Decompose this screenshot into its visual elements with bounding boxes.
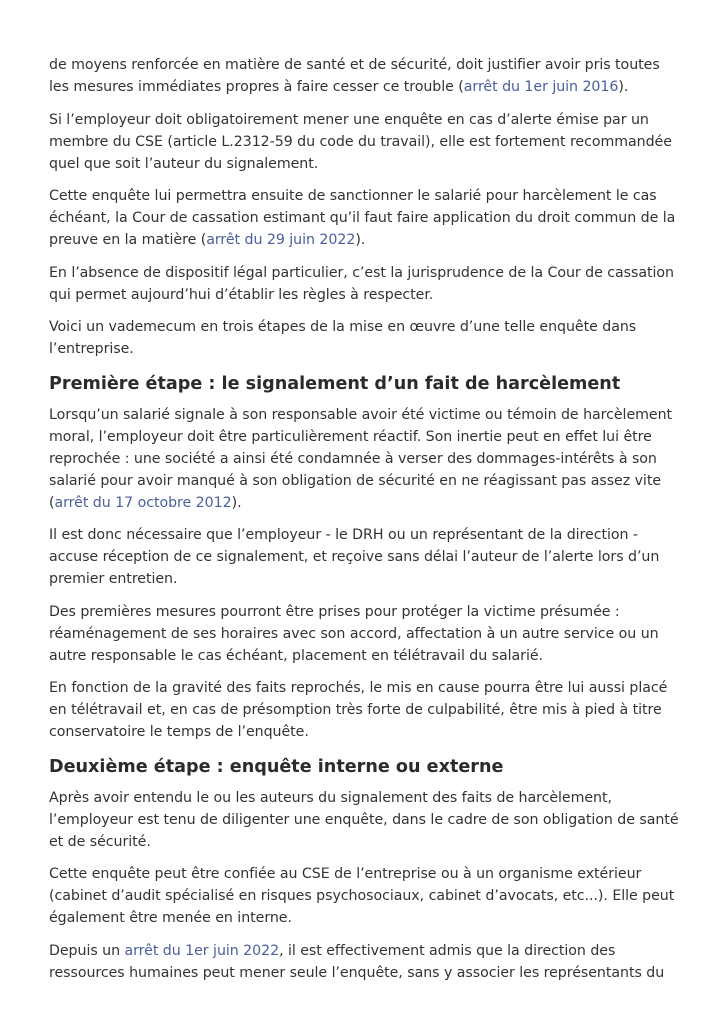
paragraph: Si l’employeur doit obligatoirement mener une enquête en cas d’alerte émise par un membre du CSE (article L.2312-59 du code du travail), elle est fortement recommandée quel que soit l’auteur du signalement. [49,111,672,172]
section-heading: Deuxième étape : enquête interne ou externe [49,756,504,777]
case-law-link[interactable]: arrêt du 29 juin 2022 [206,232,356,248]
paragraph [49,54,679,98]
section-heading: Première étape : le signalement d’un fait de harcèlement [49,373,621,394]
case-law-link[interactable]: arrêt du 1er juin 2022 [124,942,280,959]
paragraph-text: Depuis un [49,942,125,959]
document-page [49,54,679,994]
paragraph: Il est donc nécessaire que l’employeur - le DRH ou un représentant de la direction - accuse réception de ce signalement, et reçoive sans délai l’auteur de l’alerte lors d’un premier entretien. [49,527,664,587]
paragraph: Des premières mesures pourront être prises pour protéger la victime présumée : réaménagement de ses horaires avec son accord, affectation à un autre service ou un autre responsable le cas échéant, placement en télétravail du salarié. [49,603,659,664]
paragraph-text: ). [355,232,366,248]
paragraph-text: Cette enquête lui permettra ensuite de sanctionner le salarié pour harcèlement le cas échéant, la Cour de cassation estimant qu’il faut faire application du droit commun de la preuve en la matière ( [49,188,676,248]
paragraph-text: ). [618,79,629,95]
paragraph: Voici un vademecum en trois étapes de la mise en œuvre d’une telle enquête dans l’entreprise. [49,319,637,357]
paragraph: En fonction de la gravité des faits reprochés, le mis en cause pourra être lui aussi placé en télétravail et, en cas de présomption très forte de culpabilité, être mis à pied à titre conservatoire le temps de l’enquête. [49,680,668,740]
paragraph: En l’absence de dispositif légal particulier, c’est la jurisprudence de la Cour de cassation qui permet aujourd’hui d’établir les règles à respecter. [49,264,674,303]
paragraph: Après avoir entendu le ou les auteurs du signalement des faits de harcèlement, l’employeur est tenu de diligenter une enquête, dans le cadre de son obligation de santé et de sécurité. [49,789,679,850]
case-law-link[interactable]: arrêt du 1er juin 2016 [463,79,619,95]
paragraph [49,404,679,514]
paragraph [49,185,679,251]
paragraph-text: de moyens renforcée en matière de santé et de sécurité, doit justifier avoir pris toutes les mesures immédiates propres à faire cesser ce trouble ( [49,57,660,95]
case-law-link[interactable]: arrêt du 17 octobre 2012 [54,494,232,511]
paragraph [49,940,679,984]
paragraph-text: ). [231,494,242,511]
paragraph: Cette enquête peut être confiée au CSE de l’entreprise ou à un organisme extérieur (cabinet d’audit spécialisé en risques psychosociaux, cabinet d’avocats, etc...). Elle peut également être menée en interne. [49,866,675,926]
paragraph-text: Lorsqu’un salarié signale à son responsable avoir été victime ou témoin de harcèlement moral, l’employeur doit être particulièrement réactif. Son inertie peut en effet lui être reprochée : une société a ainsi été condamnée à verser des dommages-intérêts à son salarié pour avoir manqué à son obligation de sécurité en ne réagissant pas assez vite ( [49,406,673,511]
paragraph-text: , il est effectivement admis que la direction des ressources humaines peut mener seule l’enquête, sans y associer les représentants du [49,942,665,981]
